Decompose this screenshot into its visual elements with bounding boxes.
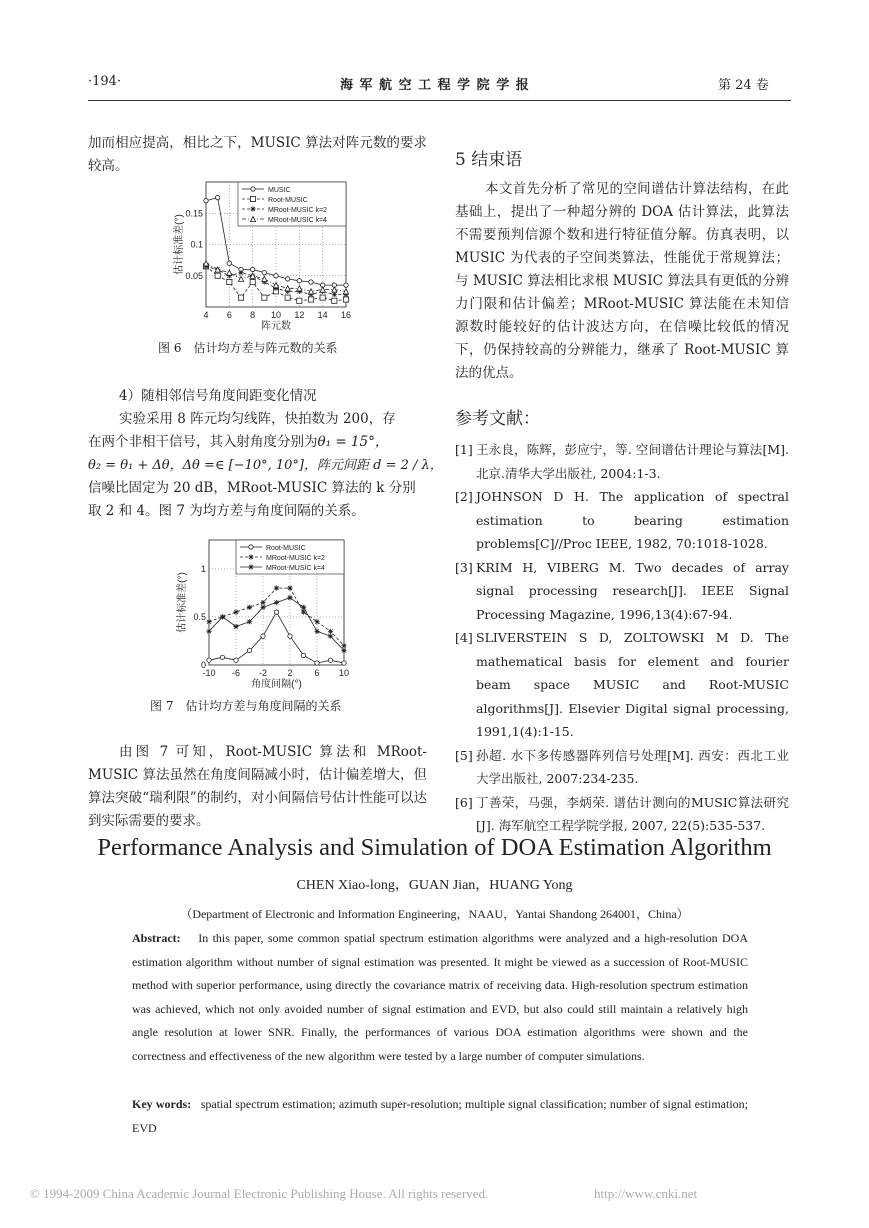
theta1-formula: θ₁ = 15°， — [317, 434, 389, 450]
y-axis-label: 估计标准差(°) — [177, 572, 188, 633]
data-point — [220, 655, 224, 659]
figure-6-caption: 图 6 估计均方差与阵元数的关系 — [158, 341, 338, 355]
abstract-text: In this paper, some common spatial spectrum estimation algorithms were analyzed and a high-resolution DOA estimation algorithm without number of signal estimation was presented. It might be viewed as a succession of Root-MUSIC method with superior performance, using directly the covariance matrix of receiving data. High-resolution spectrum estimation was achieved, which not only avoided number of signal estimation and EVD, but also could still maintain a relatively high angle resolution at lower SNR. Finally, the performances of various DOA estimation algorithms were shown and the correctness and effectiveness of the new algorithm were tested by a large number of computer simulations. — [132, 931, 748, 1063]
legend-label: MRoot-MUSIC k=4 — [268, 217, 327, 224]
reference-number: [5] — [455, 747, 473, 763]
analysis-paragraph: 由图 7 可知，Root-MUSIC 算法和 MRoot-MUSIC 算法虽然在角度间隔减小时，估计偏差增大，但算法突破“瑞利限”的制约，对小间隔信号估计性能可以达到实际需要的要求。 — [88, 744, 427, 829]
reference-item — [455, 791, 789, 838]
data-point — [233, 624, 238, 629]
legend-label: Root-MUSIC — [266, 545, 306, 552]
x-tick-label: 6 — [314, 668, 320, 678]
data-point — [207, 658, 211, 662]
legend — [238, 182, 346, 226]
x-tick-label: 10 — [338, 668, 350, 678]
data-point — [274, 274, 278, 278]
data-point — [328, 634, 333, 639]
english-authors: CHEN Xiao-long，GUAN Jian，HUANG Yong — [296, 878, 573, 893]
section-5-title: 5 结束语 — [455, 150, 523, 170]
data-point — [250, 206, 255, 211]
y-axis-label: 估计标准差(°) — [174, 214, 185, 275]
x-axis-label: 角度间隔(°) — [251, 679, 302, 690]
figure-6-chart — [170, 172, 360, 342]
reference-number: [2] — [455, 489, 473, 504]
figure-7 — [164, 535, 364, 701]
footer-url: http://www.cnki.net — [594, 1186, 698, 1201]
data-point — [262, 295, 267, 300]
data-point — [297, 298, 302, 303]
english-affiliation: （Department of Electronic and Information Engineering，NAAU，Yantai Shandong 264001，China） — [180, 907, 689, 921]
data-point — [315, 661, 319, 665]
data-point — [285, 295, 290, 300]
x-tick-label: 2 — [287, 668, 293, 678]
data-point — [314, 629, 319, 634]
data-point — [262, 270, 266, 274]
volume-label: 第 24 卷 — [718, 78, 769, 93]
data-point — [328, 658, 332, 662]
reference-number: [1] — [455, 442, 473, 457]
legend-label: MRoot-MUSIC k=4 — [266, 565, 325, 572]
journal-name: 海 军 航 空 工 程 学 院 学 报 — [340, 78, 530, 93]
x-tick-label: -6 — [231, 668, 241, 678]
data-point — [204, 199, 208, 203]
data-point — [342, 661, 346, 665]
data-point — [227, 279, 232, 284]
data-point — [314, 619, 319, 624]
data-point — [301, 605, 306, 610]
data-point — [248, 564, 253, 569]
data-point — [260, 605, 265, 610]
data-point — [247, 648, 251, 652]
data-point — [206, 619, 211, 624]
reference-item — [455, 744, 789, 791]
english-abstract — [132, 927, 748, 1068]
data-point — [320, 295, 325, 300]
subsection-4-line-2 — [88, 431, 388, 454]
data-point — [234, 658, 238, 662]
data-point — [250, 267, 254, 271]
data-point — [285, 277, 289, 281]
x-tick-label: -10 — [202, 668, 216, 678]
data-point — [341, 648, 346, 653]
x-tick-label: 14 — [317, 310, 328, 320]
x-tick-label: 8 — [250, 310, 256, 320]
references-list — [455, 438, 789, 838]
data-point — [274, 610, 278, 614]
x-tick-label: 10 — [270, 310, 282, 320]
english-keywords — [132, 1093, 748, 1140]
data-point — [297, 279, 301, 283]
data-point — [220, 614, 225, 619]
y-tick-label: 1 — [200, 563, 206, 574]
data-point — [250, 279, 255, 284]
x-tick-label: 12 — [294, 310, 305, 320]
subsection-4-line-5: 取 2 和 4。图 7 为均方差与角度间隔的关系。 — [88, 503, 365, 519]
keywords-text: spatial spectrum estimation; azimuth super-resolution; multiple signal classification; number of signal estimation; EVD — [132, 1097, 748, 1135]
y-tick-label: 0 — [200, 660, 206, 670]
data-point — [287, 595, 292, 600]
reference-text: KRIM H, VIBERG M. Two decades of array signal processing research[J]. IEEE Signal Processing Magazine, 1996,13(4):67-94. — [476, 559, 789, 622]
reference-text: JOHNSON D H. The application of spectral estimation to bearing estimation problems[C]//Proc IEEE, 1982, 70:1018-1028. — [476, 489, 789, 551]
data-point — [332, 298, 337, 303]
data-point — [287, 585, 292, 590]
reference-text: 王永良，陈辉，彭应宁，等. 空间谱估计理论与算法[M]. 北京.清华大学出版社, 2004:1-3. — [476, 442, 789, 481]
data-point — [332, 292, 337, 297]
english-title: Performance Analysis and Simulation of DOA Estimation Algorithm — [97, 834, 772, 861]
reference-text: 孙超. 水下多传感器阵列信号处理[M]. 西安：西北工业大学出版社, 2007:234-235. — [476, 747, 789, 786]
data-point — [247, 605, 252, 610]
header-rule — [88, 100, 791, 101]
data-point — [288, 634, 292, 638]
subsection-4-line-4: 信噪比固定为 20 dB，MRoot-MUSIC 算法的 k 分别 — [88, 480, 416, 496]
x-tick-label: 16 — [340, 310, 352, 320]
data-point — [261, 634, 265, 638]
reference-item — [455, 556, 789, 627]
data-point — [344, 283, 348, 287]
legend-label: Root-MUSIC — [268, 197, 308, 204]
y-tick-label: 0.05 — [185, 270, 203, 281]
page-number: ·194· — [88, 74, 122, 89]
data-point — [274, 585, 279, 590]
reference-item — [455, 626, 789, 744]
data-point — [309, 280, 313, 284]
data-point — [233, 610, 238, 615]
reference-item — [455, 438, 789, 485]
data-point — [206, 629, 211, 634]
data-point — [227, 261, 231, 265]
subsection-4-line-1: 实验采用 8 阵元均匀线阵，快拍数为 200，存 — [119, 411, 396, 427]
reference-item — [455, 485, 789, 556]
data-point — [301, 653, 305, 657]
data-point — [343, 297, 348, 302]
legend-label: MUSIC — [268, 187, 291, 194]
x-axis-label: 阵元数 — [261, 321, 291, 332]
data-point — [308, 297, 313, 302]
data-point — [238, 270, 243, 275]
data-point — [215, 195, 219, 199]
data-point — [341, 643, 346, 648]
abstract-label: Abstract: — [132, 931, 181, 945]
keywords-label: Key words: — [132, 1097, 192, 1111]
y-tick-label: 0.1 — [190, 239, 203, 250]
figure-7-caption: 图 7 估计均方差与角度间隔的关系 — [150, 699, 342, 713]
references-title: 参考文献： — [455, 409, 540, 429]
figure-6 — [170, 172, 360, 346]
subsection-4-line-2a: 在两个非相干信号，其入射角度分别为 — [88, 434, 318, 450]
x-tick-label: 6 — [226, 310, 232, 320]
data-point — [248, 554, 253, 559]
x-tick-label: 4 — [203, 310, 209, 320]
subsection-4-title: 4）随相邻信号角度间距变化情况 — [119, 388, 317, 404]
y-tick-label: 0.15 — [185, 208, 203, 219]
footer-copyright: © 1994-2009 China Academic Journal Electronic Publishing House. All rights reserved. — [30, 1186, 489, 1201]
data-point — [250, 196, 255, 201]
reference-text: 丁善荣，马强，李炳荣. 谱估计测向的MUSIC算法研究[J]. 海军航空工程学院学报, 2007, 22(5):535-537. — [476, 794, 789, 833]
data-point — [247, 619, 252, 624]
data-point — [249, 545, 253, 549]
legend-label: MRoot-MUSIC k=2 — [266, 555, 325, 562]
figure-7-chart — [164, 535, 364, 697]
data-point — [215, 273, 220, 278]
data-point — [260, 600, 265, 605]
data-point — [274, 600, 279, 605]
data-point — [238, 295, 243, 300]
intro-paragraph: 加而相应提高，相比之下，MUSIC 算法对阵元数的要求较高。 — [88, 135, 427, 174]
legend — [236, 540, 344, 574]
legend-label: MRoot-MUSIC k=2 — [268, 207, 327, 214]
reference-number: [6] — [455, 794, 473, 810]
reference-number: [3] — [455, 559, 473, 575]
reference-text: SLIVERSTEIN S D, ZOLTOWSKI M D. The mathematical basis for element and fourier beam space MUSIC and Root-MUSIC algorithms[J]. Elsevier Digital signal processing, 1991,1(4):1-15. — [476, 630, 789, 739]
y-tick-label: 0.5 — [193, 611, 206, 622]
data-point — [328, 629, 333, 634]
reference-number: [4] — [455, 630, 473, 645]
x-tick-label: -2 — [258, 668, 268, 678]
subsection-4-line-3: θ₂ = θ₁ + Δθ，Δθ =∈ [−10°, 10°]，阵元间距 d = 2 / λ， — [88, 458, 443, 473]
data-point — [251, 187, 255, 191]
section-5-body: 本文首先分析了常见的空间谱估计算法结构，在此基础上，提出了一种超分辨的 DOA 估计算法，此算法不需要预判信源个数和进行特征值分解。仿真表明，以 MUSIC 为代表的子空间类算法，性能优于常规算法；与 MUSIC 算法相比求根 MUSIC 算法具有更低的分辨力门限和估计偏差；MRoot-MUSIC 算法能在未知信源数时能较好的估计波达方向，在信噪比较低的情况下，仍保持较高的分辨能力，继承了 Root-MUSIC 算法的优点。 — [455, 181, 789, 381]
